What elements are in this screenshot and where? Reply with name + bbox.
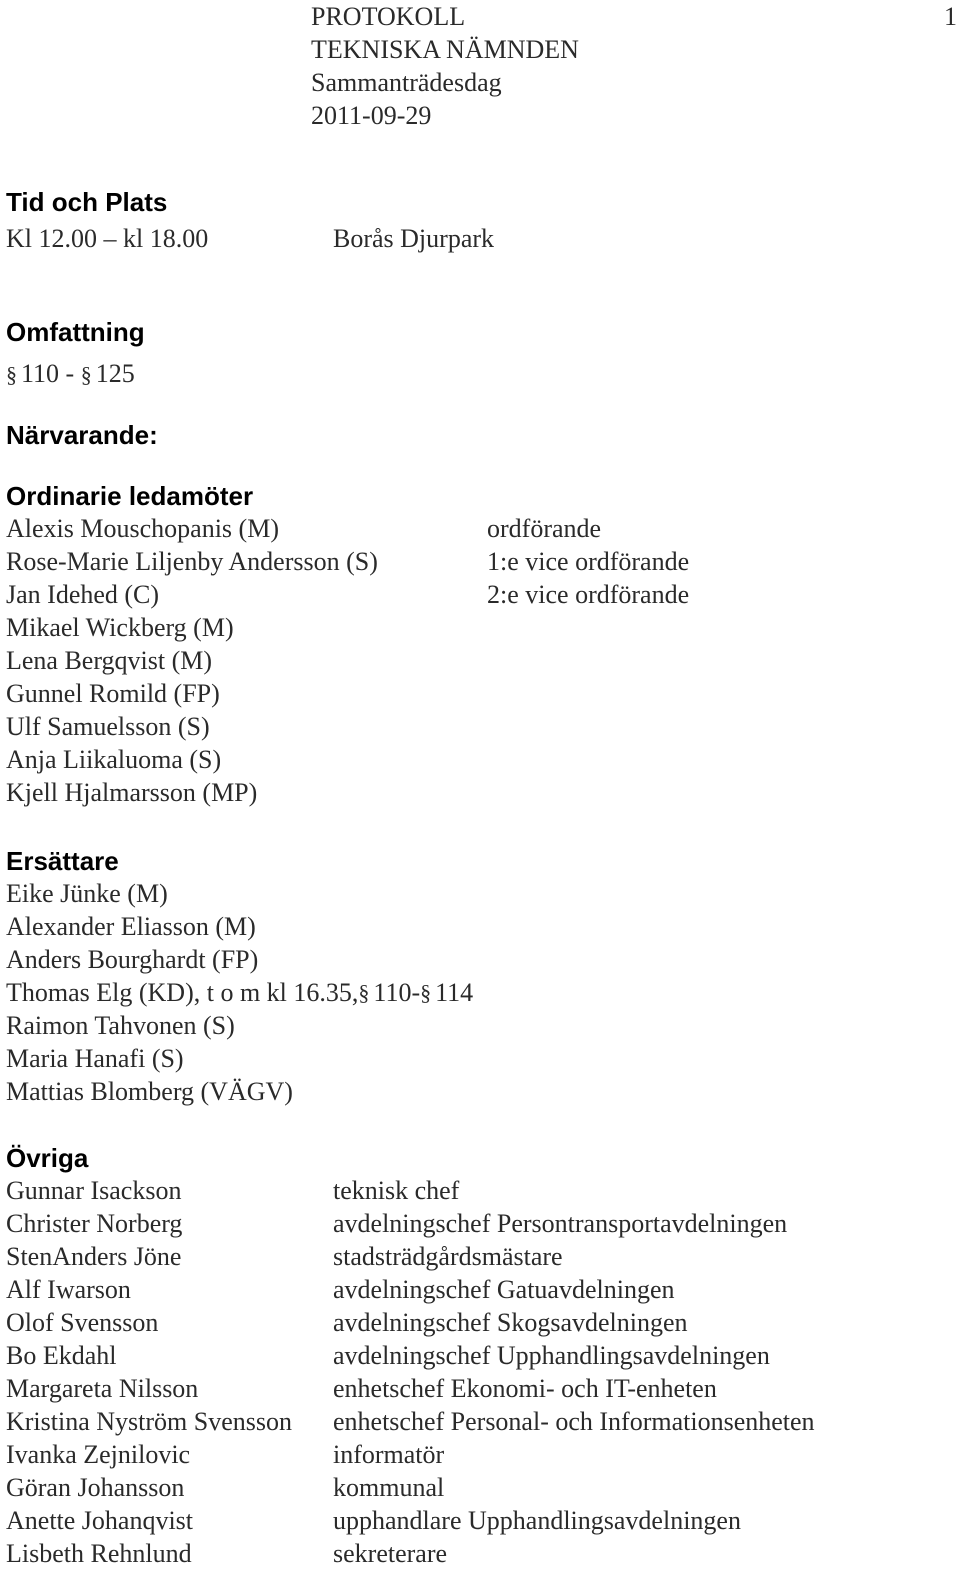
person-name: Lisbeth Rehnlund bbox=[6, 1539, 192, 1568]
person-role: upphandlare Upphandlingsavdelningen bbox=[333, 1506, 741, 1535]
person-role: avdelningschef Gatuavdelningen bbox=[333, 1275, 675, 1304]
heading-ersattare: Ersättare bbox=[6, 846, 119, 876]
member-role: ordförande bbox=[487, 514, 602, 543]
meeting-place: Borås Djurpark bbox=[333, 224, 495, 253]
person-name: Margareta Nilsson bbox=[6, 1374, 199, 1403]
range-from: 110 - bbox=[21, 359, 81, 388]
person-name: Anette Johanqvist bbox=[6, 1506, 194, 1535]
heading-omfattning: Omfattning bbox=[6, 317, 145, 347]
substitute-name: Alexander Eliasson (M) bbox=[6, 912, 256, 941]
ovriga-list bbox=[6, 1174, 815, 1570]
heading-tid-och-plats: Tid och Plats bbox=[6, 187, 168, 217]
person-name: Göran Johansson bbox=[6, 1473, 185, 1502]
member-name: Alexis Mouschopanis (M) bbox=[6, 514, 279, 543]
member-name: Anja Liikaluoma (S) bbox=[6, 745, 222, 774]
person-role: teknisk chef bbox=[333, 1176, 460, 1205]
substitute-range-from: 110- bbox=[373, 978, 421, 1007]
time-place-row bbox=[6, 222, 494, 255]
ersattare-list bbox=[6, 877, 473, 1108]
person-name: Kristina Nyström Svensson bbox=[6, 1407, 292, 1436]
person-role: avdelningschef Upphandlingsavdelningen bbox=[333, 1341, 770, 1370]
person-name: Christer Norberg bbox=[6, 1209, 183, 1238]
person-role: sekreterare bbox=[333, 1539, 448, 1568]
substitute-name: Eike Jünke (M) bbox=[6, 879, 168, 908]
person-name: StenAnders Jöne bbox=[6, 1242, 182, 1271]
member-name: Kjell Hjalmarsson (MP) bbox=[6, 778, 258, 807]
ordinarie-list bbox=[6, 512, 689, 809]
person-name: Bo Ekdahl bbox=[6, 1341, 117, 1370]
member-role: 1:e vice ordförande bbox=[487, 547, 690, 576]
meeting-time: Kl 12.00 – kl 18.00 bbox=[6, 224, 209, 253]
person-name: Gunnar Isackson bbox=[6, 1176, 182, 1205]
person-name: Alf Iwarson bbox=[6, 1275, 131, 1304]
person-role: enhetschef Personal- och Informationsenheten bbox=[333, 1407, 815, 1436]
member-name: Rose-Marie Liljenby Andersson (S) bbox=[6, 547, 378, 576]
header-title: PROTOKOLL bbox=[311, 2, 466, 31]
member-name: Gunnel Romild (FP) bbox=[6, 679, 220, 708]
person-role: avdelningschef Skogsavdelningen bbox=[333, 1308, 688, 1337]
section-sign-icon: § bbox=[6, 362, 15, 387]
member-name: Jan Idehed (C) bbox=[6, 580, 160, 609]
member-name: Ulf Samuelsson (S) bbox=[6, 712, 210, 741]
member-name: Mikael Wickberg (M) bbox=[6, 613, 234, 642]
section-sign-icon: § bbox=[358, 980, 368, 1005]
header-date: 2011-09-29 bbox=[311, 101, 432, 130]
document-header bbox=[311, 0, 579, 132]
section-sign-icon: § bbox=[80, 362, 90, 387]
substitute-name: Anders Bourghardt (FP) bbox=[6, 945, 259, 974]
header-meeting-label: Sammanträdesdag bbox=[311, 68, 502, 97]
section-sign-icon: § bbox=[420, 980, 430, 1005]
member-role: 2:e vice ordförande bbox=[487, 580, 690, 609]
person-role: informatör bbox=[333, 1440, 445, 1469]
substitute-name: Thomas Elg (KD), t o m kl 16.35, bbox=[6, 978, 359, 1007]
paragraph-range bbox=[6, 357, 135, 391]
substitute-name: Mattias Blomberg (VÄGV) bbox=[6, 1077, 293, 1106]
substitute-thomas-row bbox=[6, 976, 473, 1009]
page-number: 1 bbox=[944, 2, 957, 31]
substitute-range-to: 114 bbox=[435, 978, 474, 1007]
range-to: 125 bbox=[95, 359, 135, 388]
person-role: enhetschef Ekonomi- och IT-enheten bbox=[333, 1374, 717, 1403]
member-name: Lena Bergqvist (M) bbox=[6, 646, 213, 675]
heading-narvarande: Närvarande: bbox=[6, 420, 158, 450]
heading-ordinarie: Ordinarie ledamöter bbox=[6, 481, 254, 511]
substitute-name: Raimon Tahvonen (S) bbox=[6, 1011, 235, 1040]
header-committee: TEKNISKA NÄMNDEN bbox=[311, 35, 579, 64]
person-name: Olof Svensson bbox=[6, 1308, 159, 1337]
person-role: stadsträdgårdsmästare bbox=[333, 1242, 563, 1271]
heading-ovriga: Övriga bbox=[6, 1143, 89, 1173]
substitute-name: Maria Hanafi (S) bbox=[6, 1044, 184, 1073]
person-role: kommunal bbox=[333, 1473, 445, 1502]
person-role: avdelningschef Persontransportavdelningen bbox=[333, 1209, 788, 1238]
person-name: Ivanka Zejnilovic bbox=[6, 1440, 191, 1469]
